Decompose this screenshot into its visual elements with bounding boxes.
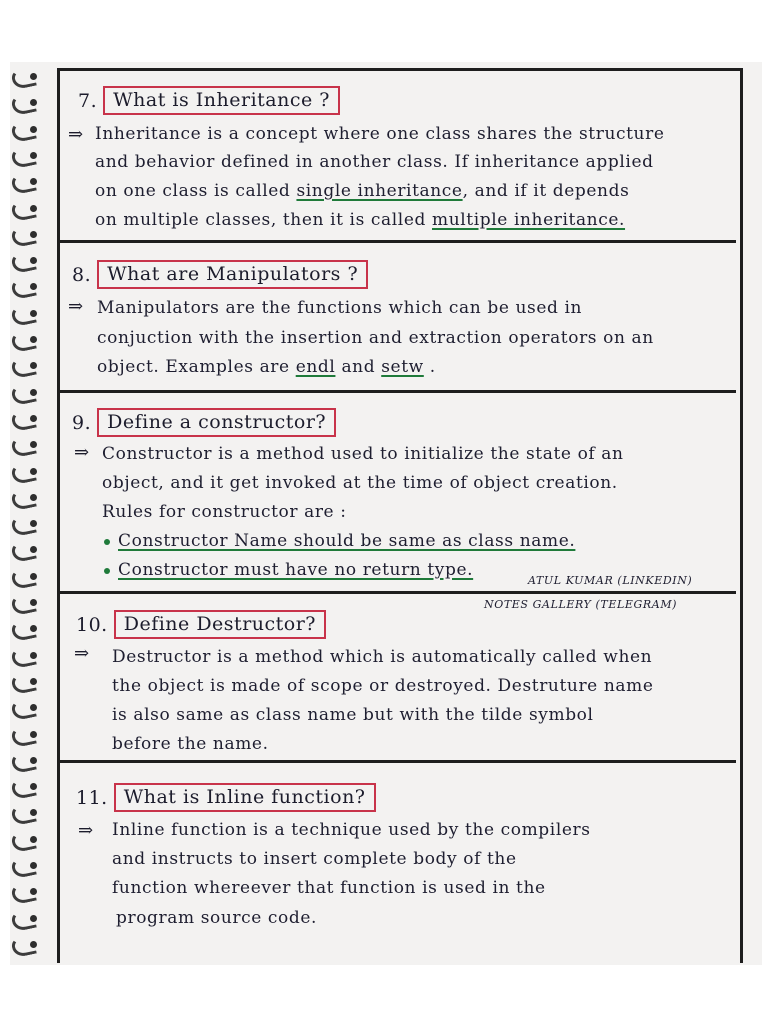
spiral-ring <box>12 855 38 877</box>
spiral-ring <box>12 276 38 298</box>
term-endl: endl <box>295 357 336 377</box>
spiral-ring <box>12 513 38 535</box>
answer-arrow-icon: ⇒ <box>74 442 90 463</box>
credit-line-2: NOTES GALLERY (TELEGRAM) <box>484 598 678 611</box>
spiral-ring <box>12 776 38 798</box>
question-title: What are Manipulators ? <box>97 260 368 289</box>
section-divider <box>60 240 736 243</box>
answer-line: Inheritance is a concept where one class shares the structure <box>95 124 665 144</box>
question-10-heading <box>76 610 326 639</box>
spiral-ring <box>12 697 38 719</box>
rule-text: Constructor must have no return type. <box>118 560 474 580</box>
term-setw: setw <box>381 357 424 377</box>
answer-line: the object is made of scope or destroyed. Destruture name <box>112 676 654 696</box>
spiral-ring <box>12 145 38 167</box>
spiral-ring <box>12 224 38 246</box>
question-number: 7. <box>78 89 98 112</box>
answer-line <box>95 181 629 201</box>
spiral-ring <box>12 250 38 272</box>
question-number: 8. <box>72 263 92 286</box>
spiral-ring <box>12 198 38 220</box>
section-divider <box>60 760 736 763</box>
answer-text: object. Examples are <box>97 357 296 377</box>
spiral-ring <box>12 750 38 772</box>
answer-line: object, and it get invoked at the time of object creation. <box>102 473 618 493</box>
question-11-heading <box>76 783 376 812</box>
rule-item <box>104 531 575 551</box>
answer-text: , and if it depends <box>462 181 630 201</box>
answer-arrow-icon: ⇒ <box>68 296 84 317</box>
answer-line: Constructor is a method used to initialize the state of an <box>102 444 624 464</box>
spiral-ring <box>12 119 38 141</box>
credit-line-1: ATUL KUMAR (LINKEDIN) <box>528 574 693 587</box>
bullet-icon <box>104 539 110 545</box>
spiral-ring <box>12 408 38 430</box>
spiral-ring <box>12 802 38 824</box>
answer-arrow-icon: ⇒ <box>68 124 84 145</box>
spiral-ring <box>12 303 38 325</box>
rule-text: Constructor Name should be same as class name. <box>118 531 576 551</box>
question-title: Define a constructor? <box>97 408 336 437</box>
answer-arrow-icon: ⇒ <box>74 643 90 664</box>
answer-line: and instructs to insert complete body of the <box>112 849 517 869</box>
question-9-heading <box>72 408 336 437</box>
question-number: 9. <box>72 411 92 434</box>
answer-line: Manipulators are the functions which can be used in <box>97 298 583 318</box>
section-divider <box>60 591 736 594</box>
spiral-ring <box>12 461 38 483</box>
spiral-ring <box>12 355 38 377</box>
spiral-ring <box>12 934 38 956</box>
spiral-ring <box>12 724 38 746</box>
answer-text: and <box>335 357 382 377</box>
answer-line: is also same as class name but with the tilde symbol <box>112 705 594 725</box>
rule-item <box>104 560 473 580</box>
spiral-ring <box>12 329 38 351</box>
answer-line: conjuction with the insertion and extraction operators on an <box>97 328 654 348</box>
question-title: What is Inheritance ? <box>103 86 340 115</box>
answer-text: on one class is called <box>95 181 297 201</box>
answer-arrow-icon: ⇒ <box>78 820 94 841</box>
question-title: What is Inline function? <box>114 783 376 812</box>
question-number: 10. <box>76 613 108 636</box>
section-divider <box>60 390 736 393</box>
spiral-ring <box>12 171 38 193</box>
answer-line: Destructor is a method which is automatically called when <box>112 647 653 667</box>
answer-text: on multiple classes, then it is called <box>95 210 432 230</box>
question-number: 11. <box>76 786 108 809</box>
answer-text: . <box>423 357 436 377</box>
term-single-inheritance: single inheritance <box>296 181 463 201</box>
spiral-ring <box>12 66 38 88</box>
spiral-ring <box>12 434 38 456</box>
answer-line: Inline function is a technique used by the compilers <box>112 820 591 840</box>
spiral-ring <box>12 539 38 561</box>
spiral-ring <box>12 908 38 930</box>
bullet-icon <box>104 568 110 574</box>
spiral-ring <box>12 618 38 640</box>
answer-line: Rules for constructor are : <box>102 502 347 522</box>
spiral-ring <box>12 645 38 667</box>
answer-line: function whereever that function is used in the <box>112 878 546 898</box>
answer-line <box>97 357 436 377</box>
answer-line <box>95 210 625 230</box>
question-7-heading <box>78 86 340 115</box>
question-title: Define Destructor? <box>114 610 326 639</box>
spiral-ring <box>12 382 38 404</box>
spiral-ring <box>12 566 38 588</box>
spiral-ring <box>12 92 38 114</box>
spiral-ring <box>12 829 38 851</box>
spiral-binding <box>10 62 50 965</box>
term-multiple-inheritance: multiple inheritance. <box>432 210 626 230</box>
answer-line: and behavior defined in another class. If inheritance applied <box>95 152 654 172</box>
spiral-ring <box>12 592 38 614</box>
answer-line: before the name. <box>112 734 269 754</box>
spiral-ring <box>12 881 38 903</box>
spiral-ring <box>12 487 38 509</box>
answer-line: program source code. <box>116 908 318 928</box>
spiral-ring <box>12 671 38 693</box>
question-8-heading <box>72 260 368 289</box>
